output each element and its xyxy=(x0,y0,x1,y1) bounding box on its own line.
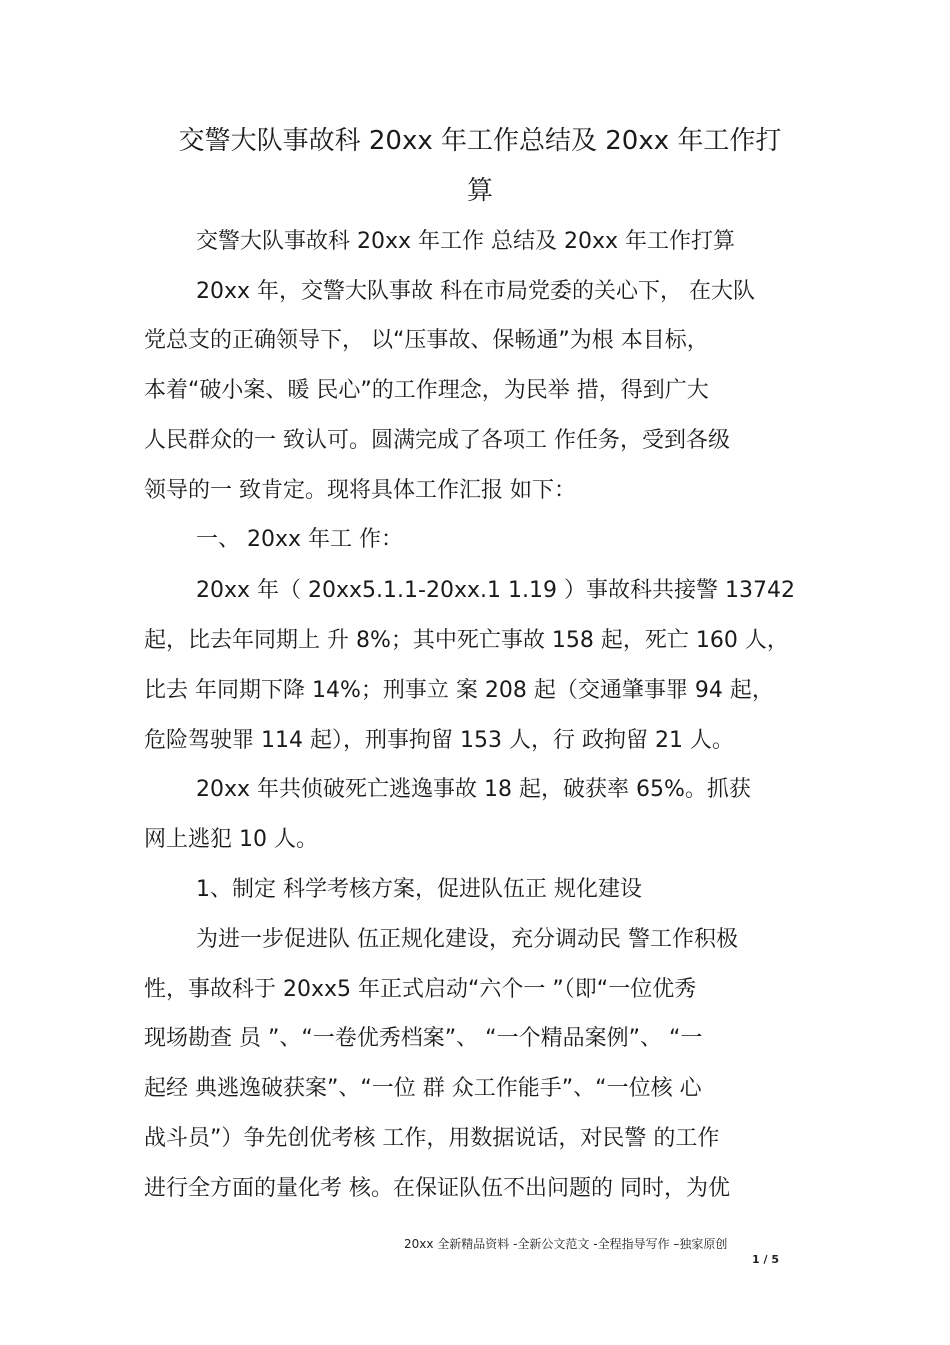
subtitle-line: 交警大队事故科 20xx 年工作 总结及 20xx 年工作打算 xyxy=(196,229,736,254)
document-title-line-2: 算 xyxy=(466,176,493,206)
paragraph-line: 20xx 年，交警大队事故 科在市局党委的关心下， 在大队 xyxy=(196,279,756,304)
paragraph-line: 起，比去年同期上 升 8%；其中死亡事故 158 起，死亡 160 人， xyxy=(144,628,789,653)
paragraph-line: 性，事故科于 20xx5 年正式启动“六个一 ”（即“一位优秀 xyxy=(144,977,697,1002)
document-title-line-1: 交警大队事故科 20xx 年工作总结及 20xx 年工作打 xyxy=(178,126,782,156)
paragraph-line: 领导的一 致肯定。现将具体工作汇报 如下： xyxy=(144,478,576,503)
section-heading: 一、 20xx 年工 作： xyxy=(196,527,404,552)
paragraph-line: 危险驾驶罪 114 起），刑事拘留 153 人，行 政拘留 21 人。 xyxy=(144,728,734,753)
paragraph-line: 为进一步促进队 伍正规化建设，充分调动民 警工作积极 xyxy=(196,927,738,952)
paragraph-line: 网上逃犯 10 人。 xyxy=(144,827,318,852)
paragraph-line: 人民群众的一 致认可。圆满完成了各项工 作任务，受到各级 xyxy=(144,428,730,453)
paragraph-line: 起经 典逃逸破获案”、“一位 群 众工作能手”、“一位核 心 xyxy=(144,1076,702,1101)
paragraph-line: 现场勘查 员 ”、“一卷优秀档案”、 “一个精品案例”、 “一 xyxy=(144,1026,703,1051)
footer-text: 20xx 全新精品资料 -全新公文范文 -全程指导写作 –独家原创 xyxy=(404,1237,728,1251)
subsection-heading: 1、制定 科学考核方案，促进队伍正 规化建设 xyxy=(196,877,642,902)
paragraph-line: 进行全方面的量化考 核。在保证队伍不出问题的 同时，为优 xyxy=(144,1176,730,1201)
paragraph-line: 20xx 年共侦破死亡逃逸事故 18 起，破获率 65%。抓获 xyxy=(196,777,751,802)
paragraph-line: 战斗员”）争先创优考核 工作，用数据说话，对民警 的工作 xyxy=(144,1126,720,1151)
paragraph-line: 比去 年同期下降 14%；刑事立 案 208 起（交通肇事罪 94 起， xyxy=(144,678,774,703)
paragraph-line: 本着“破小案、暖 民心”的工作理念，为民举 措，得到广大 xyxy=(144,378,709,403)
paragraph-line: 20xx 年（ 20xx5.1.1-20xx.1 1.19 ）事故科共接警 13742 xyxy=(196,578,795,603)
paragraph-line: 党总支的正确领导下， 以“压事故、保畅通”为根 本目标， xyxy=(144,328,709,353)
page-number: 1 / 5 xyxy=(752,1253,779,1266)
